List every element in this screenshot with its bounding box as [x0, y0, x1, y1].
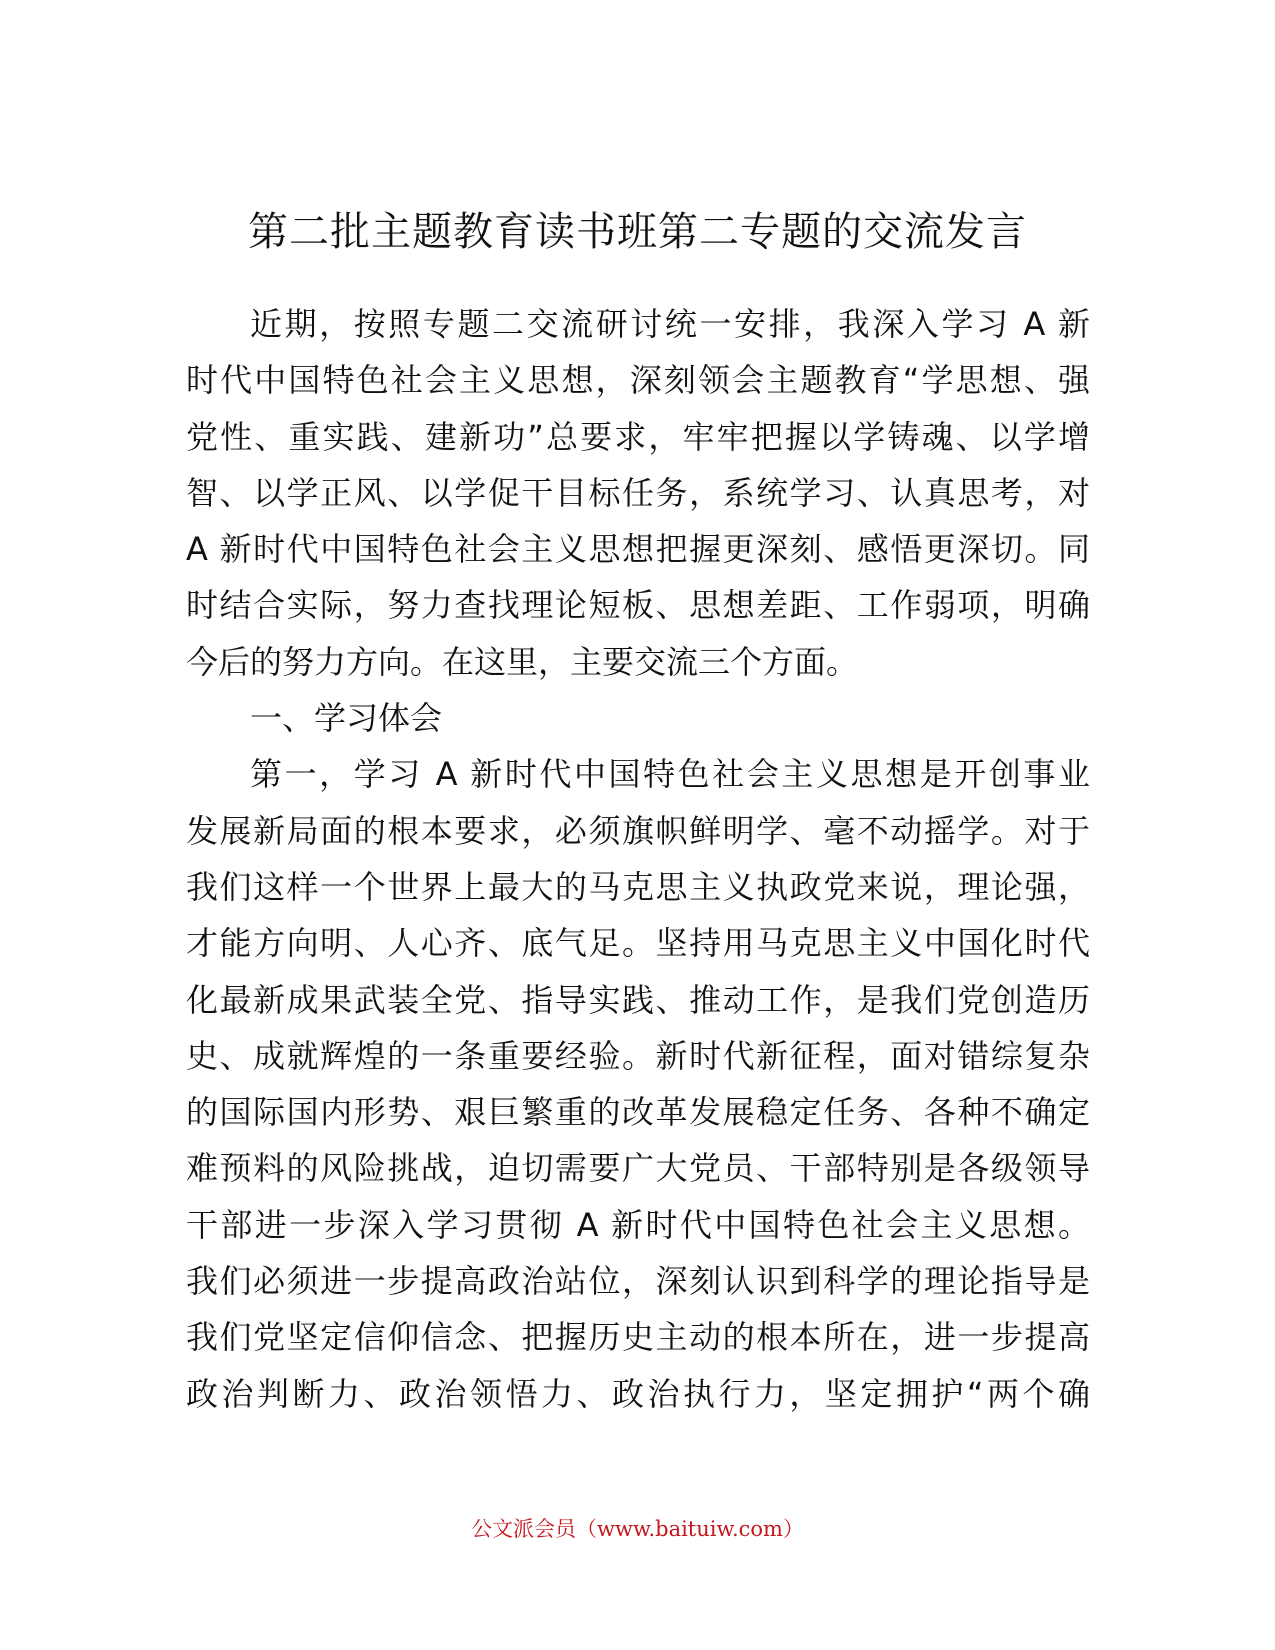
paragraph-line: 的国际国内形势、艰巨繁重的改革发展稳定任务、各种不确定 — [186, 1093, 1090, 1132]
paragraph-line: 时结合实际，努力查找理论短板、思想差距、工作弱项，明确 — [186, 586, 1090, 625]
paragraph-line: 发展新局面的根本要求，必须旗帜鲜明学、毫不动摇学。对于 — [186, 811, 1090, 850]
paragraph-line: A 新时代中国特色社会主义思想把握更深刻、感悟更深切。同 — [186, 530, 1090, 569]
footer-watermark-link[interactable]: 公文派会员（www.baituiw.com） — [471, 1517, 804, 1541]
paragraph-line: 才能方向明、人心齐、底气足。坚持用马克思主义中国化时代 — [186, 924, 1090, 963]
paragraph-line: 党性、重实践、建新功”总要求，牢牢把握以学铸魂、以学增 — [186, 417, 1090, 456]
paragraph-line: 第一，学习 A 新时代中国特色社会主义思想是开创事业 — [250, 755, 1090, 794]
section-heading: 一、学习体会 — [250, 699, 443, 738]
paragraph-line: 时代中国特色社会主义思想，深刻领会主题教育“学思想、强 — [186, 361, 1090, 400]
paragraph-line: 史、成就辉煌的一条重要经验。新时代新征程，面对错综复杂 — [186, 1036, 1090, 1075]
paragraph-line: 智、以学正风、以学促干目标任务，系统学习、认真思考，对 — [186, 473, 1090, 512]
paragraph-line: 我们党坚定信仰信念、把握历史主动的根本所在，进一步提高 — [186, 1318, 1090, 1357]
paragraph-line: 化最新成果武装全党、指导实践、推动工作，是我们党创造历 — [186, 980, 1090, 1019]
paragraph-line: 近期，按照专题二交流研讨统一安排，我深入学习 A 新 — [250, 305, 1090, 343]
document-body — [186, 296, 1090, 1422]
document-title: 第二批主题教育读书班第二专题的交流发言 — [248, 209, 1027, 255]
paragraph-line: 我们这样一个世界上最大的马克思主义执政党来说，理论强， — [186, 867, 1090, 906]
paragraph-line: 难预料的风险挑战，迫切需要广大党员、干部特别是各级领导 — [186, 1149, 1090, 1188]
paragraph-line: 政治判断力、政治领悟力、政治执行力，坚定拥护“两个确 — [186, 1374, 1090, 1413]
paragraph-line: 我们必须进一步提高政治站位，深刻认识到科学的理论指导是 — [186, 1262, 1090, 1301]
paragraph-line: 今后的努力方向。在这里，主要交流三个方面。 — [186, 642, 859, 681]
paragraph-line: 干部进一步深入学习贯彻 A 新时代中国特色社会主义思想。 — [186, 1205, 1090, 1244]
